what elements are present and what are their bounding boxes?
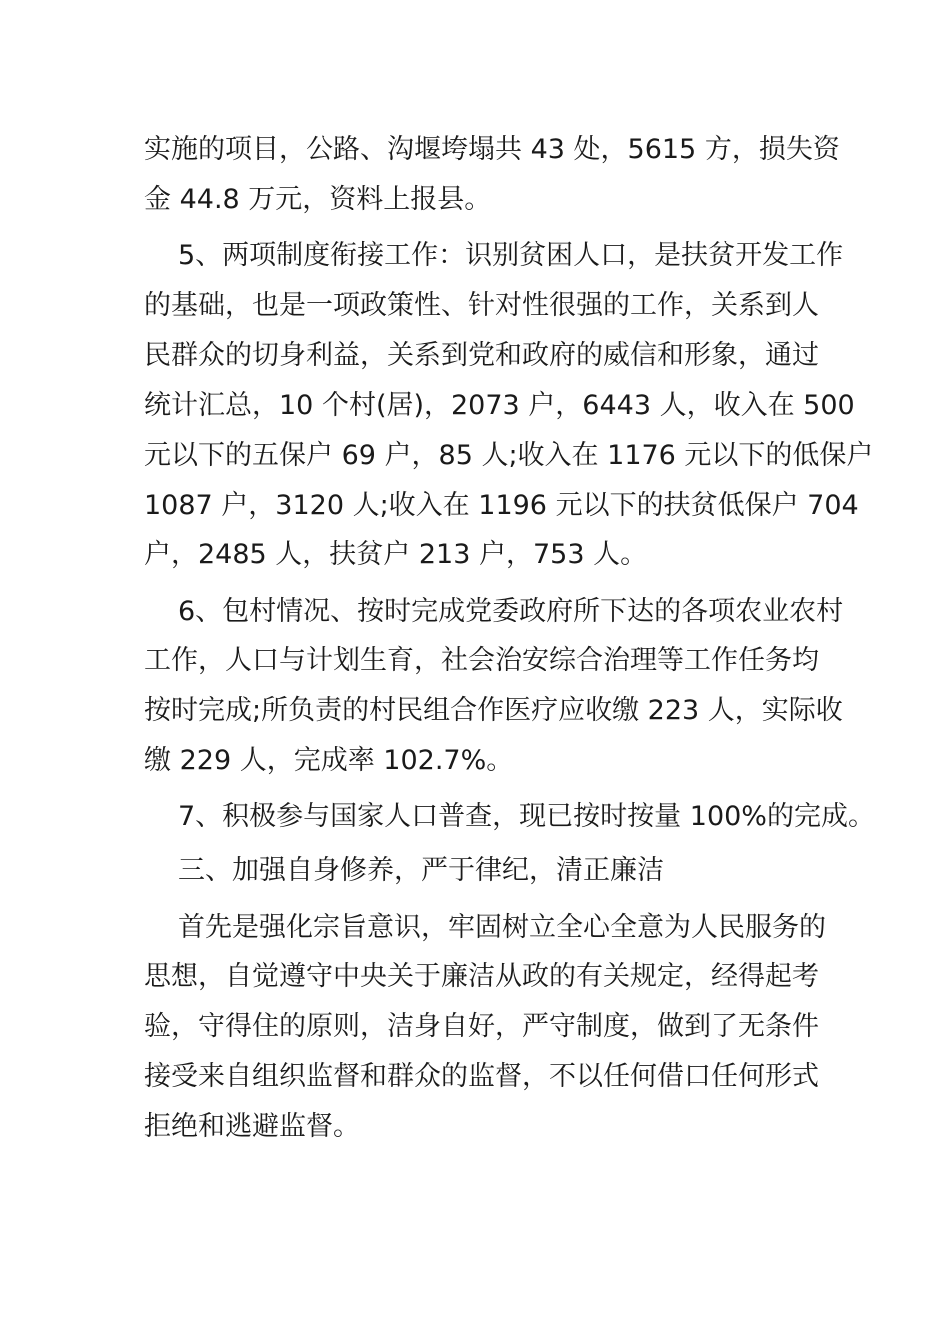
text-line: 民群众的切身利益，关系到党和政府的威信和形象，通过 xyxy=(144,340,819,371)
text-line: 缴 229 人，完成率 102.7%。 xyxy=(144,745,514,776)
text-line: 的基础，也是一项政策性、针对性很强的工作，关系到人 xyxy=(144,290,819,321)
text-line: 1087 户，3120 人;收入在 1196 元以下的扶贫低保户 704 xyxy=(144,490,859,521)
section-heading: 三、加强自身修养，严于律纪，清正廉洁 xyxy=(178,855,664,886)
text-line: 拒绝和逃避监督。 xyxy=(144,1111,360,1142)
paragraph-heading-5: 5、两项制度衔接工作：识别贫困人口，是扶贫开发工作 xyxy=(178,240,844,271)
text-line: 按时完成;所负责的村民组合作医疗应收缴 223 人，实际收 xyxy=(144,695,843,726)
text-line: 思想，自觉遵守中央关于廉洁从政的有关规定，经得起考 xyxy=(144,961,819,992)
text-line: 实施的项目，公路、沟堰垮塌共 43 处，5615 方，损失资 xyxy=(144,134,840,165)
text-line: 元以下的五保户 69 户，85 人;收入在 1176 元以下的低保户 xyxy=(144,440,874,471)
text-line: 户，2485 人，扶贫户 213 户，753 人。 xyxy=(144,539,648,570)
text-line: 统计汇总，10 个村(居)，2073 户，6443 人，收入在 500 xyxy=(144,390,855,421)
paragraph-heading-6: 6、包村情况、按时完成党委政府所下达的各项农业农村 xyxy=(178,596,844,627)
text-line: 金 44.8 万元，资料上报县。 xyxy=(144,184,492,215)
text-line: 验，守得住的原则，洁身自好，严守制度，做到了无条件 xyxy=(144,1011,819,1042)
text-line: 工作，人口与计划生育，社会治安综合治理等工作任务均 xyxy=(144,645,819,676)
paragraph-start: 首先是强化宗旨意识，牢固树立全心全意为人民服务的 xyxy=(178,912,826,943)
paragraph-heading-7: 7、积极参与国家人口普查，现已按时按量 100%的完成。 xyxy=(178,801,875,832)
text-line: 接受来自组织监督和群众的监督，不以任何借口任何形式 xyxy=(144,1061,819,1092)
